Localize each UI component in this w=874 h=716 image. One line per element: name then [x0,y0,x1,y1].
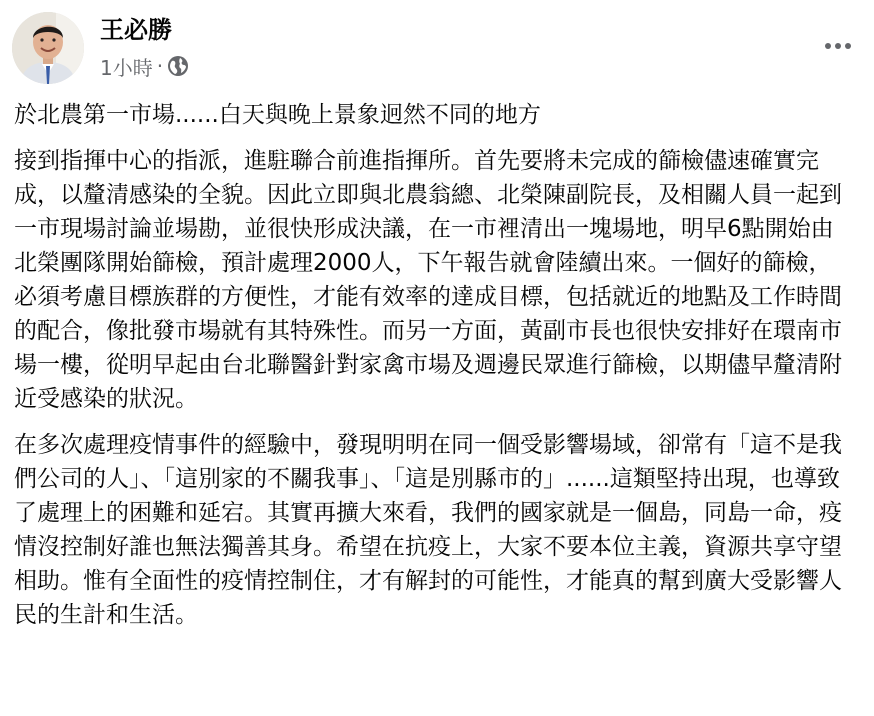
avatar-photo [12,12,84,84]
post-body [14,98,854,644]
post-paragraph-3: 在多次處理疫情事件的經驗中，發現明明在同一個受影響場域，卻常有「這不是我們公司的人」、「這別家的不關我事」、「這是別縣市的」......這類堅持出現，也導致了處理上的困難和延宕。其實再擴大來看，我們的國家就是一個島，同島一命，疫情沒控制好誰也無法獨善其身。希望在抗疫上，大家不要本位主義，資源共享守望相助。惟有全面性的疫情控制住，才有解封的可能性，才能真的幫到廣大受影響人民的生計和生活。 [14,432,842,628]
post-paragraph-1: 於北農第一市場......白天與晚上景象迥然不同的地方 [14,102,541,128]
globe-icon[interactable] [167,55,189,77]
post-header [12,12,862,84]
more-horizontal-icon [822,42,854,50]
post-time[interactable]: 1小時 [100,55,153,80]
post-paragraph-2: 接到指揮中心的指派，進駐聯合前進指揮所。首先要將未完成的篩檢儘速確實完成，以釐清感染的全貌。因此立即與北農翁總、北榮陳副院長，及相關人員一起到一市現場討論並場勘，並很快形成決議，在一市裡清出一塊場地，明早6點開始由北榮團隊開始篩檢，預計處理2000人，下午報告就會陸續出來。一個好的篩檢，必須考慮目標族群的方便性，才能有效率的達成目標，包括就近的地點及工作時間的配合，像批發市場就有其特殊性。而另一方面，黃副市長也很快安排好在環南市場一樓，從明早起由台北聯醫針對家禽市場及週邊民眾進行篩檢，以期儘早釐清附近受感染的狀況。 [14,148,842,412]
avatar[interactable] [12,12,84,84]
more-options-button[interactable] [816,30,860,62]
author-name[interactable]: 王必勝 [100,16,172,44]
post-meta [100,52,189,80]
meta-separator: · [156,54,164,78]
